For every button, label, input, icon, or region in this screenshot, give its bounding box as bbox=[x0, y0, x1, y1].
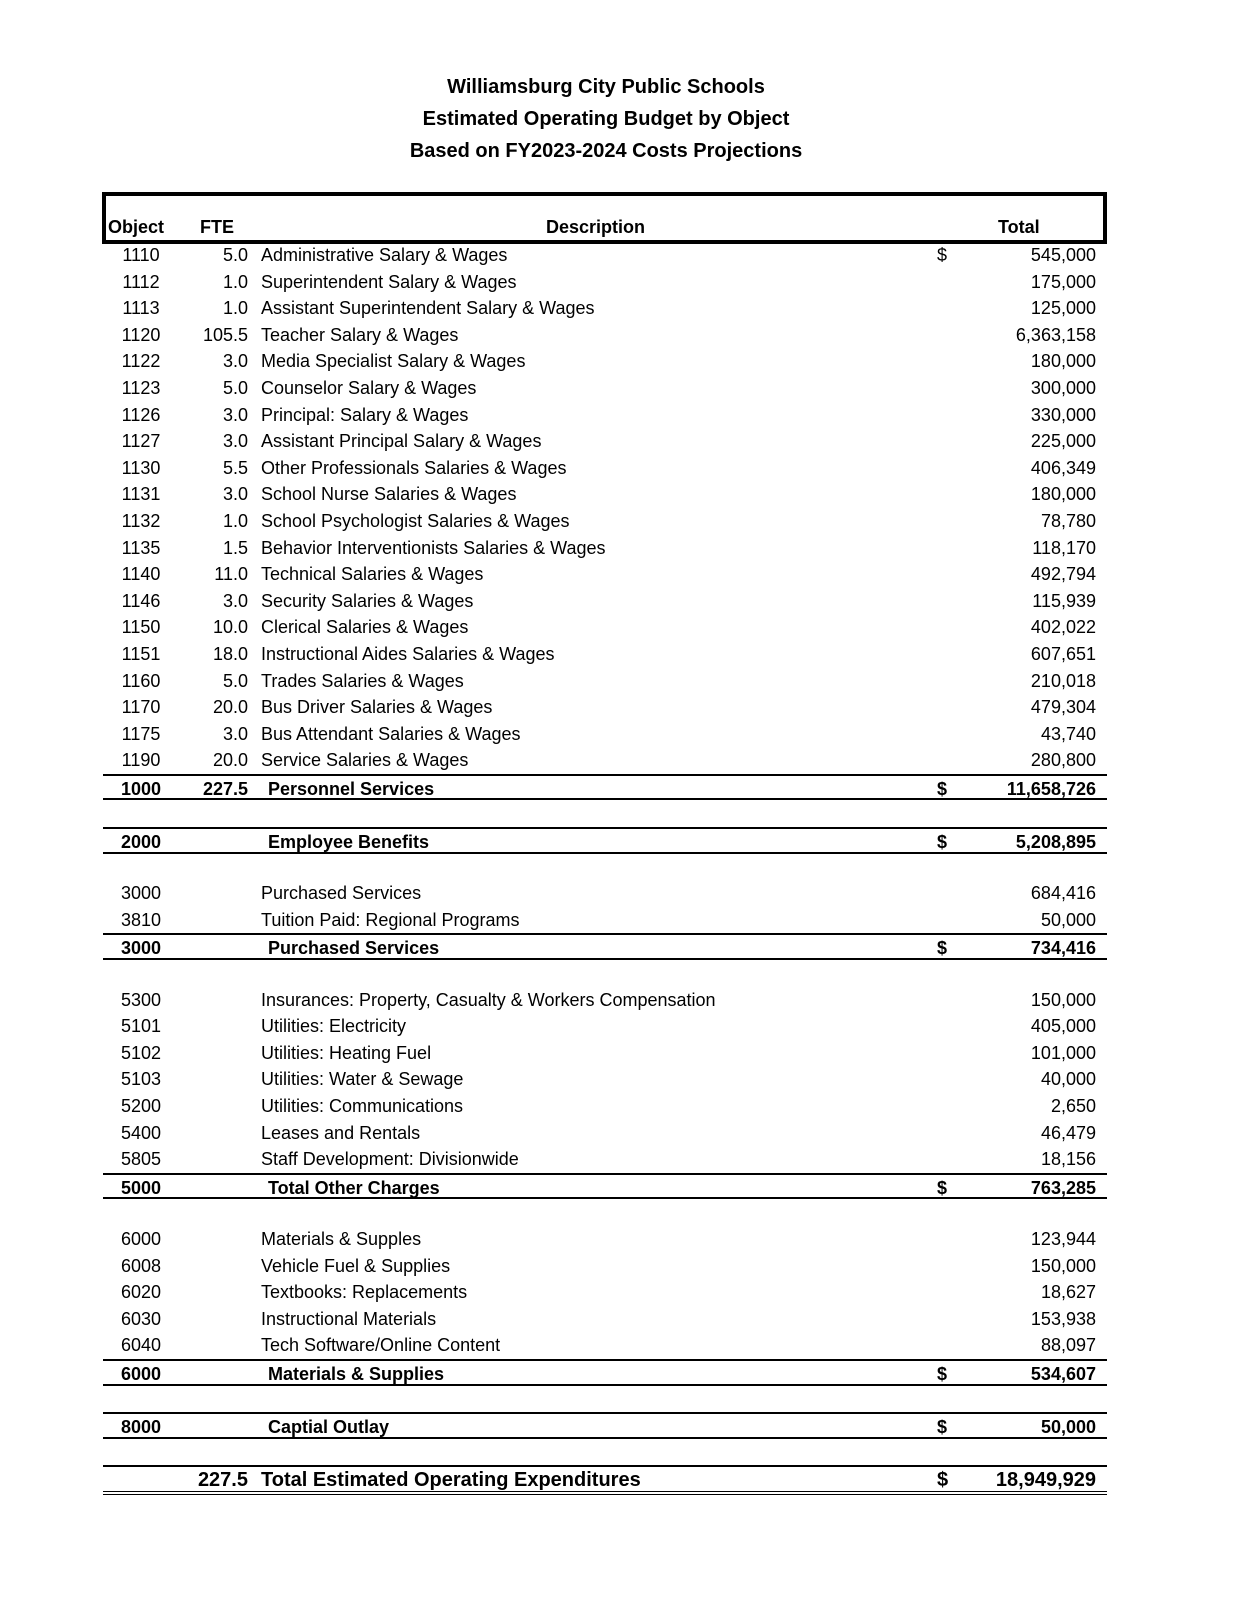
table-row bbox=[103, 694, 1107, 721]
description: Total Estimated Operating Expenditures bbox=[261, 1469, 641, 1492]
table-row bbox=[103, 1146, 1107, 1173]
description: Administrative Salary & Wages bbox=[261, 245, 508, 265]
description: Leases and Rentals bbox=[261, 1122, 421, 1143]
fte-value: 1.0 bbox=[222, 271, 248, 292]
subtotal-row bbox=[103, 774, 1107, 801]
total-amount: 180,000 bbox=[1030, 351, 1096, 372]
object-code: 5101 bbox=[120, 1016, 162, 1037]
fte-value: 3.0 bbox=[222, 351, 248, 372]
fte-value: 3.0 bbox=[222, 723, 248, 744]
dollar-sign: $ bbox=[937, 1177, 948, 1198]
description: Other Professionals Salaries & Wages bbox=[261, 457, 567, 478]
fte-value: 5.5 bbox=[222, 457, 248, 478]
description: Instructional Aides Salaries & Wages bbox=[261, 643, 555, 664]
fte-value: 3.0 bbox=[222, 590, 248, 611]
spacer-row bbox=[103, 1199, 1107, 1226]
object-code: 5805 bbox=[120, 1149, 162, 1170]
table-row bbox=[103, 1226, 1107, 1253]
fte-value: 18.0 bbox=[212, 643, 248, 664]
description: Total Other Charges bbox=[268, 1177, 440, 1198]
fte-value: 3.0 bbox=[222, 404, 248, 425]
description: Media Specialist Salary & Wages bbox=[261, 351, 526, 372]
total-amount: 534,607 bbox=[1030, 1363, 1096, 1384]
dollar-sign: $ bbox=[937, 245, 948, 265]
description: Utilities: Communications bbox=[261, 1096, 464, 1116]
object-code: 1120 bbox=[121, 324, 161, 345]
description: Teacher Salary & Wages bbox=[261, 324, 459, 345]
fte-value: 105.5 bbox=[202, 324, 248, 345]
object-code: 1151 bbox=[121, 643, 161, 664]
total-amount: 607,651 bbox=[1030, 643, 1096, 664]
table-row bbox=[103, 588, 1107, 615]
object-code: 1146 bbox=[121, 590, 161, 611]
total-amount: 225,000 bbox=[1030, 431, 1096, 452]
table-row bbox=[103, 907, 1107, 934]
table-row bbox=[103, 455, 1107, 482]
total-amount: 545,000 bbox=[1030, 245, 1096, 265]
dollar-sign: $ bbox=[937, 832, 948, 853]
object-code: 1123 bbox=[121, 377, 161, 398]
fte-value: 5.0 bbox=[222, 670, 248, 691]
dollar-sign: $ bbox=[937, 938, 948, 959]
dollar-sign: $ bbox=[937, 1417, 948, 1438]
total-amount: 43,740 bbox=[1040, 723, 1096, 744]
fte-value: 5.0 bbox=[222, 245, 248, 265]
description: Utilities: Water & Sewage bbox=[261, 1069, 464, 1090]
description: School Psychologist Salaries & Wages bbox=[261, 510, 570, 531]
object-code: 5200 bbox=[120, 1096, 162, 1116]
table-row bbox=[103, 668, 1107, 695]
object-code: 1190 bbox=[121, 750, 161, 771]
report-title-line2: Estimated Operating Budget by Object bbox=[422, 108, 790, 130]
subtotal-row bbox=[103, 933, 1107, 960]
header-fte: FTE bbox=[200, 217, 234, 237]
object-code: 2000 bbox=[120, 832, 162, 853]
total-amount: 6,363,158 bbox=[1015, 324, 1096, 345]
description: Vehicle Fuel & Supplies bbox=[261, 1255, 451, 1276]
report-title-line3: Based on FY2023-2024 Costs Projections bbox=[409, 140, 803, 162]
object-code: 6040 bbox=[120, 1335, 162, 1356]
description: Personnel Services bbox=[268, 778, 435, 799]
object-code: 6000 bbox=[120, 1363, 162, 1384]
fte-value: 1.5 bbox=[222, 537, 248, 558]
header-total: Total bbox=[998, 217, 1040, 237]
object-code: 5400 bbox=[120, 1122, 162, 1143]
description: Behavior Interventionists Salaries & Wages bbox=[261, 537, 606, 558]
description: Purchased Services bbox=[261, 883, 422, 904]
total-amount: 115,939 bbox=[1032, 590, 1096, 611]
description: Insurances: Property, Casualty & Workers Compensation bbox=[261, 989, 716, 1010]
table-row bbox=[103, 1120, 1107, 1147]
table-row bbox=[103, 1013, 1107, 1040]
header-object: Object bbox=[108, 217, 165, 237]
object-code: 1150 bbox=[121, 617, 161, 638]
total-amount: 153,938 bbox=[1030, 1308, 1096, 1329]
spacer-row bbox=[103, 960, 1107, 987]
description: Purchased Services bbox=[268, 938, 440, 959]
table-row bbox=[103, 1253, 1107, 1280]
object-code: 1170 bbox=[121, 697, 161, 718]
description: Employee Benefits bbox=[268, 832, 430, 853]
object-code: 1132 bbox=[121, 510, 161, 531]
total-amount: 180,000 bbox=[1030, 484, 1096, 505]
total-amount: 330,000 bbox=[1030, 404, 1096, 425]
fte-value: 20.0 bbox=[212, 697, 248, 718]
object-code: 1130 bbox=[121, 457, 161, 478]
total-amount: 118,170 bbox=[1032, 537, 1096, 558]
total-amount: 18,627 bbox=[1040, 1282, 1096, 1303]
subtotal-row bbox=[103, 1173, 1107, 1200]
table-row bbox=[103, 242, 1107, 269]
total-amount: 406,349 bbox=[1030, 457, 1096, 478]
table-row bbox=[103, 428, 1107, 455]
object-code: 8000 bbox=[120, 1417, 162, 1438]
table-row bbox=[103, 721, 1107, 748]
table-row bbox=[103, 880, 1107, 907]
table-row bbox=[103, 322, 1107, 349]
table-row bbox=[103, 535, 1107, 562]
total-amount: 50,000 bbox=[1040, 909, 1096, 930]
object-code: 1135 bbox=[121, 537, 161, 558]
table-header bbox=[102, 192, 1107, 244]
table-row bbox=[103, 614, 1107, 641]
spacer-row bbox=[103, 1386, 1107, 1413]
description: Security Salaries & Wages bbox=[261, 590, 474, 611]
description: Principal: Salary & Wages bbox=[261, 404, 469, 425]
fte-value: 20.0 bbox=[212, 750, 248, 771]
total-amount: 40,000 bbox=[1040, 1069, 1096, 1090]
object-code: 1110 bbox=[122, 245, 160, 265]
object-code: 3810 bbox=[120, 909, 162, 930]
grand-total-row bbox=[103, 1465, 1107, 1495]
description: Bus Driver Salaries & Wages bbox=[261, 697, 493, 718]
total-amount: 78,780 bbox=[1040, 510, 1096, 531]
description: Assistant Principal Salary & Wages bbox=[261, 431, 542, 452]
description: Utilities: Heating Fuel bbox=[261, 1042, 432, 1063]
table-row bbox=[103, 481, 1107, 508]
spacer-row bbox=[103, 854, 1107, 881]
total-amount: 18,156 bbox=[1040, 1149, 1096, 1170]
fte-value: 5.0 bbox=[222, 377, 248, 398]
object-code: 3000 bbox=[120, 938, 162, 959]
table-row bbox=[103, 747, 1107, 774]
table-row bbox=[103, 1332, 1107, 1359]
table-row bbox=[103, 641, 1107, 668]
description: Captial Outlay bbox=[268, 1417, 390, 1438]
total-amount: 402,022 bbox=[1030, 617, 1096, 638]
total-amount: 479,304 bbox=[1030, 697, 1096, 718]
description: Bus Attendant Salaries & Wages bbox=[261, 723, 521, 744]
total-amount: 175,000 bbox=[1030, 271, 1096, 292]
budget-table-body bbox=[103, 242, 1107, 1495]
object-code: 6020 bbox=[120, 1282, 162, 1303]
object-code: 1140 bbox=[121, 564, 161, 585]
object-code: 1000 bbox=[120, 778, 162, 799]
total-amount: 50,000 bbox=[1040, 1417, 1096, 1438]
table-row bbox=[103, 269, 1107, 296]
total-amount: 734,416 bbox=[1030, 938, 1096, 959]
table-row bbox=[103, 987, 1107, 1014]
total-amount: 125,000 bbox=[1030, 298, 1096, 319]
object-code: 5103 bbox=[120, 1069, 162, 1090]
total-amount: 123,944 bbox=[1030, 1228, 1096, 1249]
total-amount: 405,000 bbox=[1030, 1016, 1096, 1037]
description: Technical Salaries & Wages bbox=[261, 564, 484, 585]
object-code: 1113 bbox=[122, 298, 160, 319]
total-amount: 280,800 bbox=[1030, 750, 1096, 771]
object-code: 5000 bbox=[120, 1177, 162, 1198]
dollar-sign: $ bbox=[937, 778, 948, 799]
object-code: 6030 bbox=[120, 1308, 162, 1329]
description: Superintendent Salary & Wages bbox=[261, 271, 517, 292]
description: Utilities: Electricity bbox=[261, 1016, 407, 1037]
total-amount: 150,000 bbox=[1030, 1255, 1096, 1276]
dollar-sign: $ bbox=[937, 1363, 948, 1384]
object-code: 3000 bbox=[120, 883, 162, 904]
description: Counselor Salary & Wages bbox=[261, 377, 477, 398]
total-amount: 18,949,929 bbox=[995, 1469, 1096, 1492]
object-code: 1122 bbox=[121, 351, 161, 372]
object-code: 5300 bbox=[120, 989, 162, 1010]
table-row bbox=[103, 508, 1107, 535]
description: Tuition Paid: Regional Programs bbox=[261, 909, 520, 930]
table-row bbox=[103, 561, 1107, 588]
description: Instructional Materials bbox=[261, 1308, 437, 1329]
description: Materials & Supples bbox=[261, 1228, 422, 1249]
total-amount: 300,000 bbox=[1030, 377, 1096, 398]
fte-value: 227.5 bbox=[197, 1469, 248, 1492]
spacer-row bbox=[103, 1439, 1107, 1466]
report-title-line1: Williamsburg City Public Schools bbox=[447, 76, 765, 98]
description: Trades Salaries & Wages bbox=[261, 670, 464, 691]
table-row bbox=[103, 348, 1107, 375]
object-code: 1126 bbox=[121, 404, 161, 425]
total-amount: 150,000 bbox=[1030, 989, 1096, 1010]
table-row bbox=[103, 1279, 1107, 1306]
object-code: 6008 bbox=[120, 1255, 162, 1276]
object-code: 1131 bbox=[121, 484, 161, 505]
total-amount: 684,416 bbox=[1030, 883, 1096, 904]
description: Clerical Salaries & Wages bbox=[261, 617, 469, 638]
subtotal-row bbox=[103, 1359, 1107, 1386]
table-row bbox=[103, 295, 1107, 322]
table-row bbox=[103, 1066, 1107, 1093]
fte-value: 227.5 bbox=[202, 778, 248, 799]
spacer-row bbox=[103, 800, 1107, 827]
total-amount: 210,018 bbox=[1030, 670, 1096, 691]
table-row bbox=[103, 1040, 1107, 1067]
fte-value: 3.0 bbox=[222, 484, 248, 505]
object-code: 1175 bbox=[121, 723, 161, 744]
description: Tech Software/Online Content bbox=[261, 1335, 501, 1356]
table-row bbox=[103, 402, 1107, 429]
header-description: Description bbox=[546, 217, 646, 237]
total-amount: 88,097 bbox=[1040, 1335, 1096, 1356]
fte-value: 1.0 bbox=[222, 298, 248, 319]
fte-value: 3.0 bbox=[222, 431, 248, 452]
object-code: 1160 bbox=[121, 670, 161, 691]
object-code: 6000 bbox=[120, 1228, 162, 1249]
description: Staff Development: Divisionwide bbox=[261, 1149, 519, 1170]
table-row bbox=[103, 1093, 1107, 1120]
subtotal-row bbox=[103, 827, 1107, 854]
dollar-sign: $ bbox=[937, 1469, 949, 1492]
description: Service Salaries & Wages bbox=[261, 750, 469, 771]
description: School Nurse Salaries & Wages bbox=[261, 484, 517, 505]
table-row bbox=[103, 375, 1107, 402]
subtotal-row bbox=[103, 1412, 1107, 1439]
fte-value: 1.0 bbox=[222, 510, 248, 531]
total-amount: 492,794 bbox=[1030, 564, 1096, 585]
object-code: 1127 bbox=[121, 431, 161, 452]
description: Textbooks: Replacements bbox=[261, 1282, 468, 1303]
description: Materials & Supplies bbox=[268, 1363, 445, 1384]
fte-value: 10.0 bbox=[212, 617, 248, 638]
table-row bbox=[103, 1306, 1107, 1333]
fte-value: 11.0 bbox=[214, 564, 248, 585]
total-amount: 2,650 bbox=[1050, 1096, 1096, 1116]
object-code: 1112 bbox=[122, 271, 160, 292]
total-amount: 101,000 bbox=[1030, 1042, 1096, 1063]
description: Assistant Superintendent Salary & Wages bbox=[261, 298, 595, 319]
total-amount: 11,658,726 bbox=[1006, 778, 1096, 799]
object-code: 5102 bbox=[120, 1042, 162, 1063]
total-amount: 763,285 bbox=[1030, 1177, 1096, 1198]
total-amount: 46,479 bbox=[1040, 1122, 1096, 1143]
total-amount: 5,208,895 bbox=[1015, 832, 1096, 853]
